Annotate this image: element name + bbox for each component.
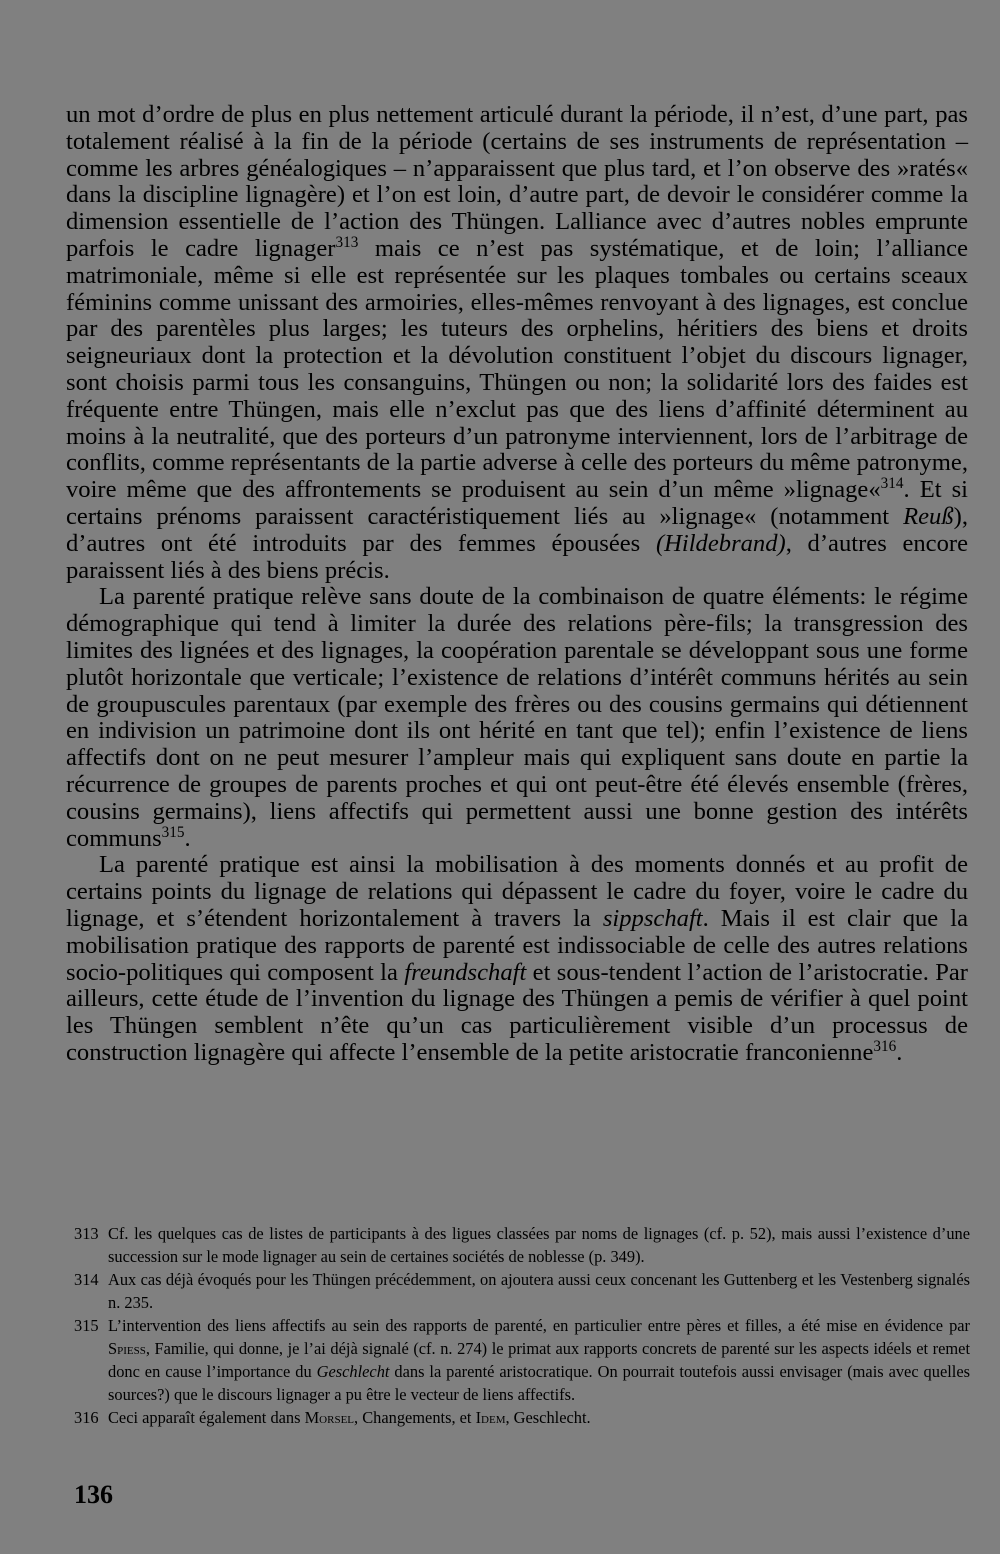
footnote-text: Cf. les quelques cas de listes de participants à des ligues classées par noms de lignages (cf. p. 52), mais aussi l’existence d’une succession sur le mode lignager au sein de certaines sociétés de noblesse (p. 349). <box>108 1224 970 1266</box>
footnote-ref-316: 316 <box>873 1037 897 1055</box>
footnote-text: Aux cas déjà évoqués pour les Thüngen précédemment, on ajoutera aussi ceux concenant les Guttenberg et les Vestenberg signalés n. 235. <box>108 1270 970 1312</box>
footnote-text <box>108 1314 970 1406</box>
text-run: La parenté pratique est ainsi la mobilisation à des moments donnés et au profit de certains points du lignage de relations qui dépassent le cadre du foyer, voire le cadre du lignage, et s’étendent horizontalement à travers la <box>66 851 968 932</box>
paragraph-3 <box>66 852 968 1066</box>
italic-term: Geschlecht <box>316 1362 390 1381</box>
author-name: Spiess <box>108 1339 146 1358</box>
footnote-ref-313: 313 <box>335 233 359 251</box>
text-run: . <box>896 1038 903 1066</box>
text-run: , Familie, qui donne, je l’ai déjà signalé (cf. n. 274) le primat aux rapports concrets de parenté sur les aspects idéels et remet donc en cause l’importance du <box>108 1339 970 1381</box>
author-name: Idem <box>475 1408 506 1427</box>
text-run: L’intervention des liens affectifs au sein des rapports de parenté, en particulier entre pères et filles, a été mise en évidence par <box>108 1316 970 1335</box>
text-run: , Changements, et <box>354 1408 476 1427</box>
italic-term: sippschaft <box>602 904 703 932</box>
text-run: Ceci apparaît également dans <box>108 1408 305 1427</box>
footnote-315 <box>74 1314 970 1406</box>
italic-term: freundschaft <box>404 958 527 986</box>
text-run: . Et si certains prénoms paraissent caractéristiquement liés au »lignage« (notamment <box>66 476 968 530</box>
paragraph-1 <box>66 102 968 584</box>
main-text <box>66 102 968 1067</box>
text-run: , Geschlecht. <box>505 1408 591 1427</box>
text-run: La parenté pratique relève sans doute de la combinaison de quatre éléments: le régime démographique qui tend à limiter la durée des relations père-fils; la transgression des limites des lignées et des lignages, la coopération parentale se développant sous une forme plutôt horizontale que verticale; l’existence de relations d’intérêt communs hérités au sein de groupuscules parentaux (par exemple des frères ou des cousins germains qui détiennent en indivision un patrimoine dont ils ont hérité en tant que tel); enfin l’existence de liens affectifs dont on ne peut mesurer l’ampleur mais qui expliquent sans doute en partie la récurrence de groupes de parents proches et qui ont peut-être été élevés ensemble (frères, cousins germains), liens affectifs qui permettent aussi une bonne gestion des intérêts communs <box>66 583 968 852</box>
footnote-text <box>108 1406 970 1429</box>
footnote-ref-314: 314 <box>880 474 904 492</box>
footnote-number: 313 <box>74 1224 99 1243</box>
text-run: mais ce n’est pas systématique, et de loin; l’alliance matrimoniale, même si elle est représentée sur les plaques tombales ou certains sceaux féminins comme unissant des armoiries, elles-mêmes renvoyant à des lignages, est conclue par des parentèles plus larges; les tuteurs des orphelins, héritiers des biens et droits seigneuriaux dont la protection et la dévolution constituent l’objet du discours lignager, sont choisis parmi tous les consanguins, Thüngen ou non; la solidarité lors des faides est fréquente entre Thüngen, mais elle n’exclut pas que des liens d’affinité déterminent au moins à la neutralité, que des porteurs d’un patronyme interviennent, lors de l’arbitrage de conflits, comme représentants de la partie adverse à celle des porteurs du même patronyme, voire même que des affrontements se produisent au sein d’un même »lignage« <box>66 234 968 504</box>
text-run: et sous-tendent l’action de l’aristocratie. Par ailleurs, cette étude de l’invention du lignage des Thüngen a pemis de vérifier à quel point les Thüngen semblent n’ête qu’un cas particulièrement visible d’un processus de construction lignagère qui affecte l’ensemble de la petite aristocratie franconienne <box>66 958 968 1066</box>
footnote-number: 314 <box>74 1270 99 1289</box>
paragraph-2 <box>66 584 968 852</box>
footnote-314 <box>74 1268 970 1314</box>
text-run: ), d’autres ont été introduits par des femmes épousées <box>66 502 968 557</box>
text-run: dans la parenté aristocratique. On pourrait toutefois aussi envisager (mais avec quelles sources?) que le discours lignager a pu être le vecteur de liens affectifs. <box>108 1362 970 1404</box>
footnote-number: 315 <box>74 1316 99 1335</box>
footnote-313 <box>74 1222 970 1268</box>
text-run: . Mais il est clair que la mobilisation pratique des rapports de parenté est indissociable de celle des autres relations socio-politiques qui composent la <box>66 904 968 986</box>
text-run: un mot d’ordre de plus en plus nettement articulé durant la période, il n’est, d’une part, pas totalement réalisé à la fin de la période (certains de ses instruments de représentation – comme les arbres généalogiques – n’apparaissent que plus tard, et l’on observe des »ratés« dans la discipline lignagère) et l’on est loin, d’autre part, de devoir le considérer comme la dimension essentielle de l’action des Thüngen. Lalliance avec d’autres nobles emprunte parfois le cadre lignager <box>66 101 968 262</box>
footnotes <box>74 1222 970 1429</box>
footnote-316 <box>74 1406 970 1429</box>
text-run: . <box>184 824 191 852</box>
footnote-ref-315: 315 <box>161 823 185 841</box>
page-number: 136 <box>74 1480 113 1509</box>
author-name: Morsel <box>304 1408 355 1427</box>
italic-term: (Hildebrand) <box>655 529 786 557</box>
footnote-number: 316 <box>74 1408 99 1427</box>
text-run: , d’autres encore paraissent liés à des biens précis. <box>66 529 968 584</box>
italic-term: Reuß <box>903 502 954 530</box>
